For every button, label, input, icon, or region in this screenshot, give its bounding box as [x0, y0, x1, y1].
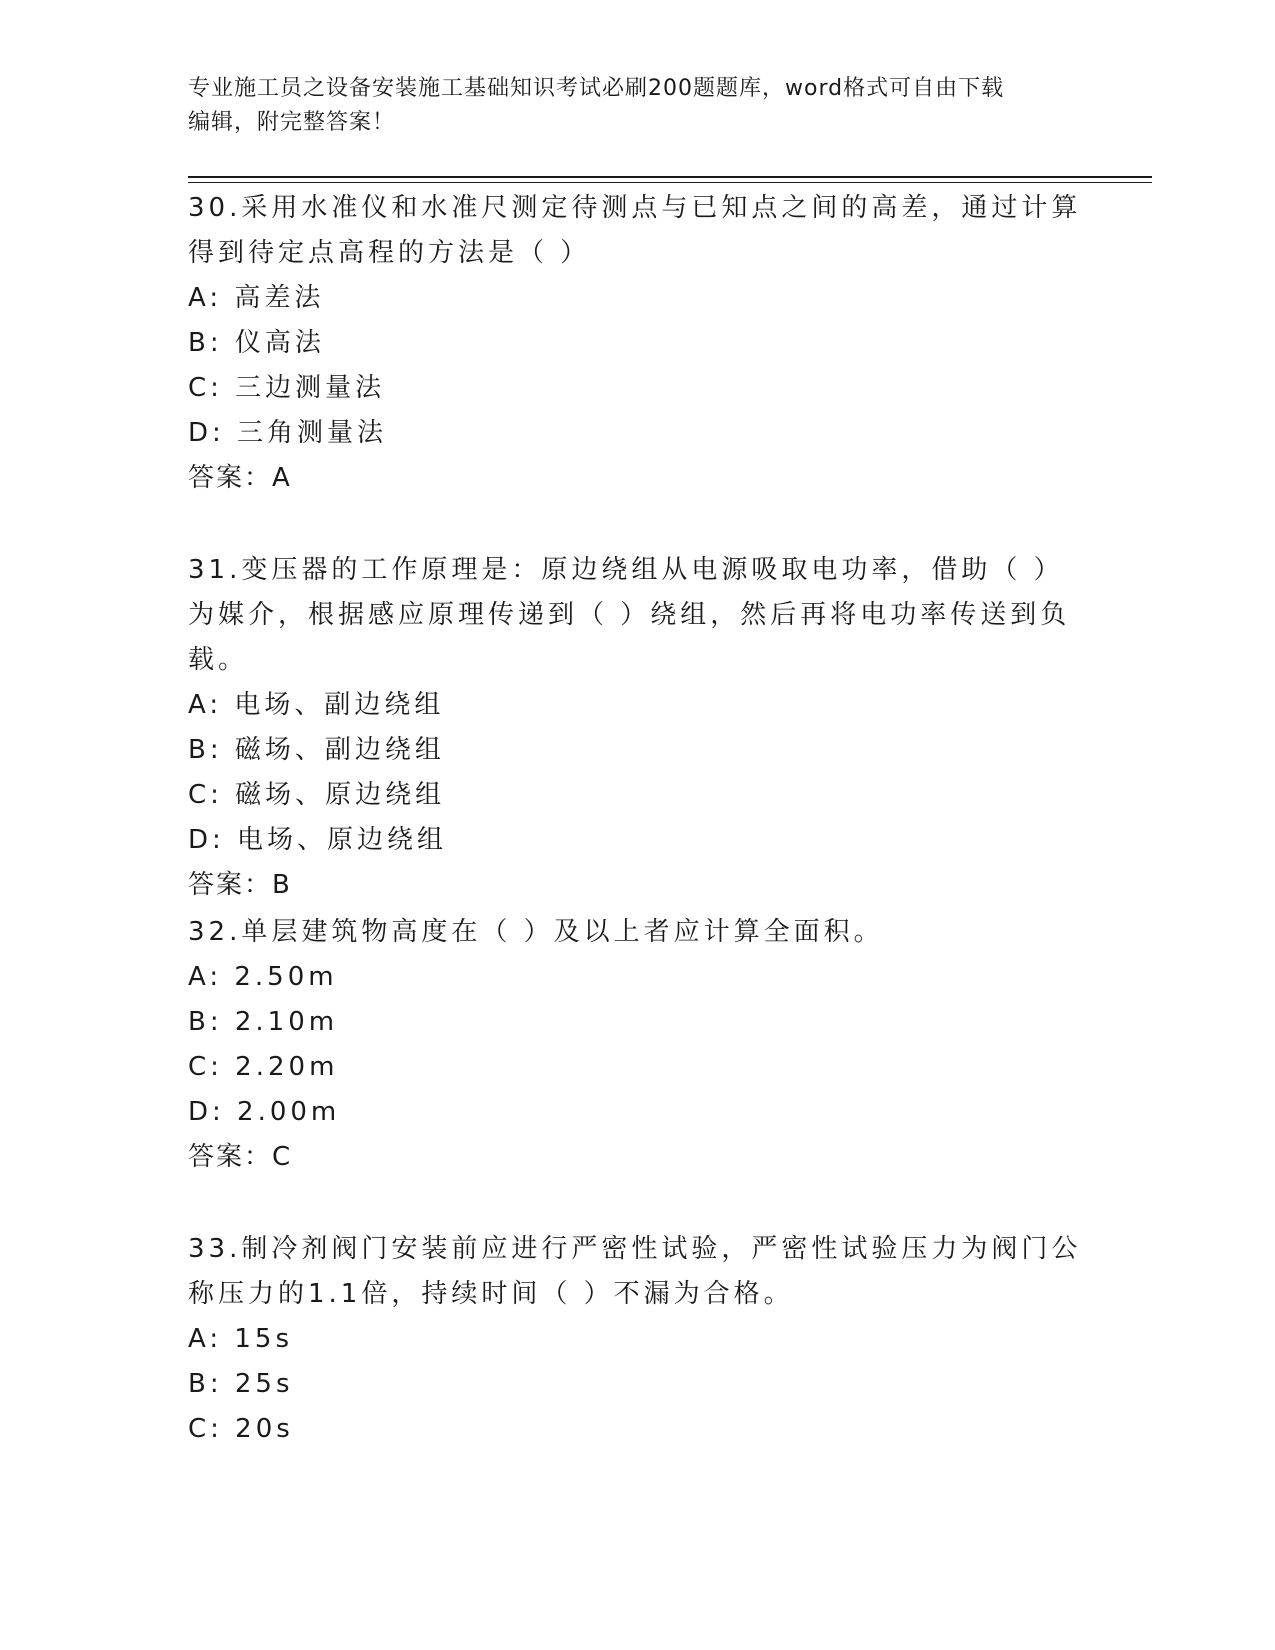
- option-c: C: 2.20m: [188, 1052, 339, 1082]
- option-a: A: 2.50m: [188, 962, 338, 992]
- document-header: [188, 72, 1088, 140]
- header-divider-thin: [188, 182, 1152, 183]
- header-line-1: 专业施工员之设备安装施工基础知识考试必刷200题题库，word格式可自由下载: [188, 76, 1005, 101]
- option-d: D: 三角测量法: [188, 418, 388, 448]
- question-30: [188, 186, 1088, 501]
- option-b: B: 2.10m: [188, 1007, 339, 1037]
- option-d: D: 电场、原边绕组: [188, 825, 448, 855]
- option-a: A: 电场、副边绕组: [188, 690, 445, 720]
- option-d: D: 2.00m: [188, 1097, 341, 1127]
- question-31: [188, 548, 1088, 908]
- answer-label: 答案：C: [188, 1142, 293, 1172]
- answer-label: 答案：A: [188, 463, 292, 493]
- option-b: B: 仪高法: [188, 328, 325, 358]
- option-a: A: 高差法: [188, 283, 325, 313]
- option-a: A: 15s: [188, 1324, 293, 1354]
- question-stem: 32.单层建筑物高度在（ ）及以上者应计算全面积。: [188, 917, 884, 947]
- question-stem: 33.制冷剂阀门安装前应进行严密性试验，严密性试验压力为阀门公称压力的1.1倍，持续时间（ ）不漏为合格。: [188, 1234, 1082, 1309]
- option-c: C: 磁场、原边绕组: [188, 780, 446, 810]
- header-divider-thick: [188, 176, 1152, 178]
- answer-label: 答案：B: [188, 870, 292, 900]
- question-33: [188, 1227, 1088, 1452]
- option-c: C: 三边测量法: [188, 373, 386, 403]
- option-c: C: 20s: [188, 1414, 294, 1444]
- question-stem: 31.变压器的工作原理是：原边绕组从电源吸取电功率，借助（ ）为媒介，根据感应原理传递到（ ）绕组，然后再将电功率传送到负载。: [188, 555, 1071, 675]
- question-32: [188, 910, 1088, 1180]
- option-b: B: 25s: [188, 1369, 294, 1399]
- option-b: B: 磁场、副边绕组: [188, 735, 445, 765]
- question-stem: 30.采用水准仪和水准尺测定待测点与已知点之间的高差，通过计算得到待定点高程的方法是（ ）: [188, 193, 1082, 268]
- header-line-2: 编辑，附完整答案！: [188, 110, 396, 135]
